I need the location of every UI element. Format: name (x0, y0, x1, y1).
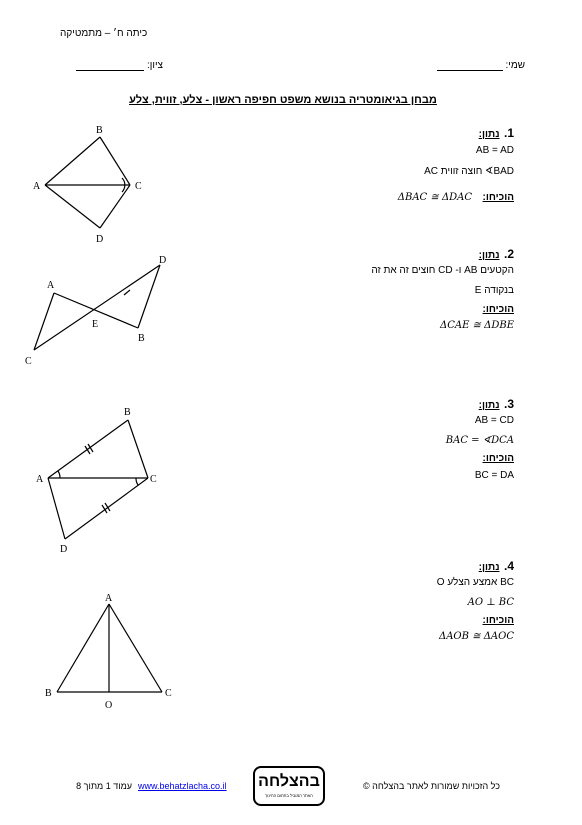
given-line: O אמצע הצלע BC (436, 577, 514, 588)
prove-statement: ΔAOB ≅ ΔAOC (438, 631, 514, 642)
question-2 (300, 245, 514, 331)
vertex-label-c: C (165, 688, 172, 699)
question-1 (300, 124, 514, 205)
prove-label: הוכיחו: (482, 304, 514, 315)
name-field[interactable] (425, 60, 525, 71)
vertex-label-d: D (159, 255, 167, 266)
tick-mark (124, 290, 130, 295)
segment-cd (100, 185, 130, 228)
given-line: BAC = ∢DCA (445, 435, 514, 446)
vertex-label-a: A (47, 280, 55, 291)
vertex-label-a: A (105, 593, 113, 604)
segment-ab (45, 137, 100, 185)
vertex-label-c: C (25, 356, 32, 367)
segment-ab (57, 604, 109, 692)
prove-statement: BC = DA (474, 470, 514, 481)
figure-4-triangle (40, 590, 180, 715)
segment-cd (65, 478, 148, 539)
name-blank[interactable] (437, 60, 503, 71)
footer-copyright: כל הזכויות שמורות לאתר בהצלחה © (363, 781, 500, 791)
prove-statement: ΔBAC ≅ ΔDAC (397, 192, 473, 203)
vertex-label-b: B (124, 407, 131, 418)
footer-page-info: עמוד 1 מתוך 8 (76, 781, 132, 791)
vertex-label-e: E (92, 319, 99, 330)
segment-ac (109, 604, 162, 692)
segment-da (48, 478, 65, 539)
question-number: 4. (503, 559, 514, 573)
segment-da (45, 185, 100, 228)
question-number: 2. (503, 247, 514, 261)
question-number: 3. (503, 397, 514, 411)
prove-label: הוכיחו: (482, 453, 514, 464)
figure-3-quadrilateral (30, 404, 170, 559)
angle-mark (136, 478, 138, 485)
grade-label: ציון: (146, 60, 163, 71)
angle-mark (58, 471, 60, 478)
vertex-label-d: D (60, 544, 68, 555)
given-line: AO ⊥ BC (467, 597, 514, 608)
figure-1-kite (30, 122, 160, 247)
vertex-label-b: B (138, 333, 145, 344)
logo-subtext: האתר המוביל בתחום החינוך (265, 793, 313, 798)
page-title: מבחן בגיאומטריה בנושא משפט חפיפה ראשון - צלע, זווית, צלע (129, 94, 437, 106)
class-subject: כיתה ח׳ – מתמטיקה (60, 28, 148, 39)
given-line: בנקודה E (474, 285, 514, 296)
given-line: הקטעים AB ו- CD חוצים זה את זה (371, 265, 514, 276)
grade-field[interactable] (63, 60, 163, 71)
name-label: שמי: (505, 60, 525, 71)
logo-text: בהצלחה (258, 773, 320, 790)
given-label: נתון: (478, 562, 500, 573)
question-number: 1. (503, 126, 514, 140)
figure-2-bowtie (20, 250, 180, 375)
question-3 (300, 395, 514, 482)
vertex-label-d: D (96, 234, 104, 245)
grade-blank[interactable] (76, 60, 144, 71)
vertex-label-c: C (135, 181, 142, 192)
vertex-label-b: B (45, 688, 52, 699)
footer-logo[interactable] (253, 766, 325, 806)
vertex-label-o: O (105, 700, 113, 711)
segment-bd (138, 265, 160, 328)
vertex-label-b: B (96, 125, 103, 136)
given-label: נתון: (478, 129, 500, 140)
given-label: נתון: (478, 250, 500, 261)
vertex-label-a: A (33, 181, 41, 192)
prove-label: הוכיחו: (482, 615, 514, 626)
given-label: נתון: (478, 400, 500, 411)
segment-bc (100, 137, 130, 185)
prove-label: הוכיחו: (482, 192, 514, 203)
question-4 (300, 557, 514, 642)
given-line: AC חוצה זווית ∢BAD (424, 166, 514, 177)
vertex-label-a: A (36, 474, 44, 485)
segment-ab (48, 420, 128, 478)
prove-statement: ΔCAE ≅ ΔDBE (439, 320, 514, 331)
segment-ac (34, 293, 54, 350)
given-line: AB = CD (474, 415, 514, 426)
given-line: AB = AD (475, 145, 514, 156)
footer-website-link[interactable]: www.behatzlacha.co.il (138, 781, 227, 791)
segment-bc (128, 420, 148, 478)
vertex-label-c: C (150, 474, 157, 485)
